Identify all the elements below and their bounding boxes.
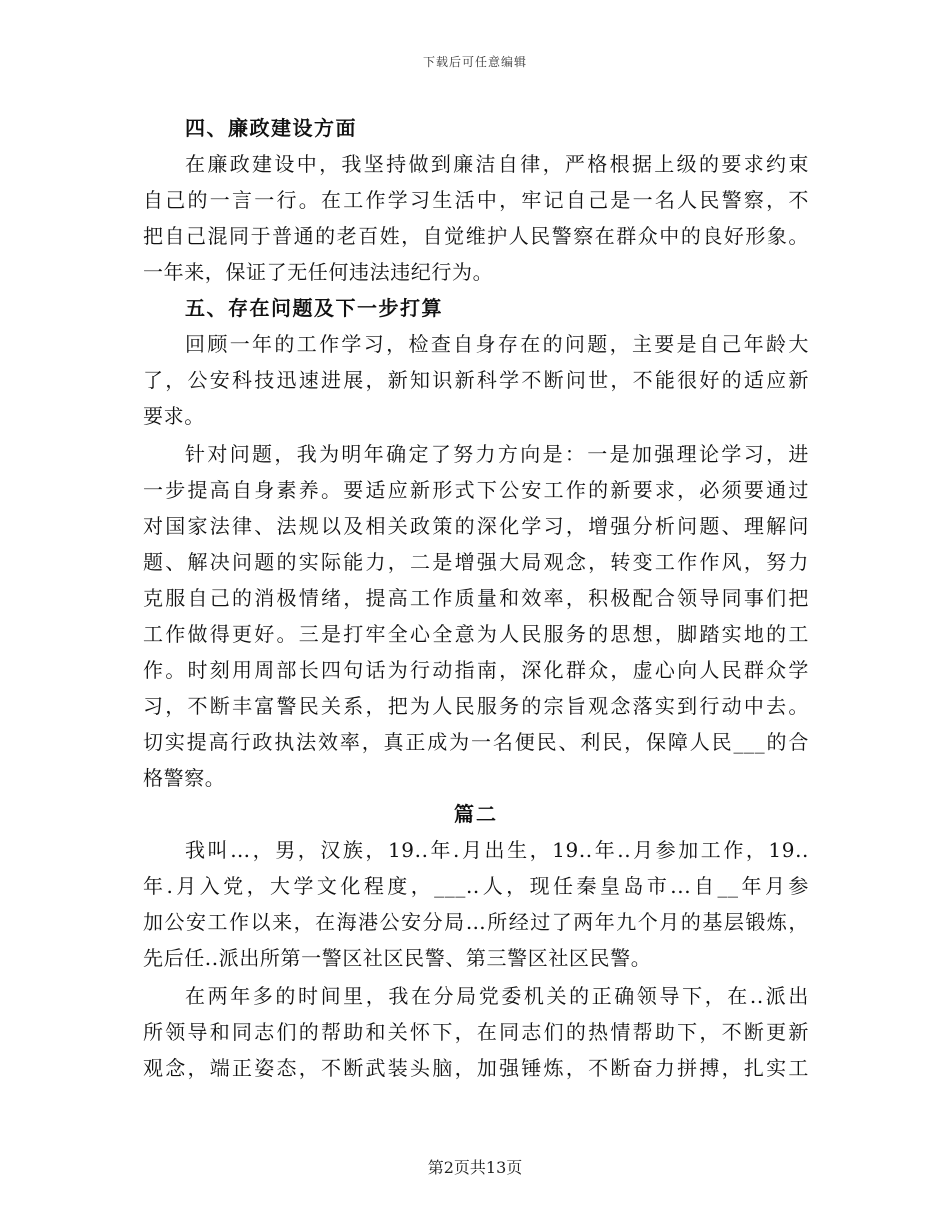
- paragraph-line: 作。时刻用周部长四句话为行动指南，深化群众，虚心向人民群众学: [143, 658, 809, 682]
- paragraph-line: 一步提高自身素养。要适应新形式下公安工作的新要求，必须要通过: [143, 478, 809, 502]
- paragraph-line: 克服自己的消极情绪，提高工作质量和效率，积极配合领导同事们把: [143, 586, 809, 610]
- paragraph-line: 把自己混同于普通的老百姓，自觉维护人民警察在群众中的良好形象。: [143, 224, 809, 248]
- paragraph-line: 对国家法律、法规以及相关政策的深化学习，增强分析问题、理解问: [143, 514, 809, 538]
- section-heading: 四、廉政建设方面: [185, 116, 357, 140]
- paragraph-line: 我叫…，男，汉族，19..年.月出生，19..年..月参加工作，19..: [185, 838, 809, 862]
- paragraph-line: 了，公安科技迅速进展，新知识新科学不断问世，不能很好的适应新: [143, 368, 809, 392]
- paragraph-line: 针对问题，我为明年确定了努力方向是：一是加强理论学习，进: [185, 442, 809, 466]
- paragraph-line: 在廉政建设中，我坚持做到廉洁自律，严格根据上级的要求约束: [185, 152, 809, 176]
- paragraph-line: 工作做得更好。三是打牢全心全意为人民服务的思想，脚踏实地的工: [143, 622, 809, 646]
- paragraph-line: 题、解决问题的实际能力，二是增强大局观念，转变工作作风，努力: [143, 550, 809, 574]
- paragraph-line: 在两年多的时间里，我在分局党委机关的正确领导下，在..派出: [185, 984, 809, 1008]
- paragraph-line: 自己的一言一行。在工作学习生活中，牢记自己是一名人民警察，不: [143, 188, 809, 212]
- paragraph-line: 要求。: [143, 404, 205, 428]
- section-heading: 五、存在问题及下一步打算: [185, 296, 443, 320]
- paragraph-line: 切实提高行政执法效率，真正成为一名便民、利民，保障人民___的合: [143, 730, 809, 754]
- document-body: [143, 110, 809, 1086]
- paragraph-line: 观念，端正姿态，不断武装头脑，加强锤炼，不断奋力拼搏，扎实工: [143, 1056, 809, 1080]
- paragraph-line: 回顾一年的工作学习，检查自身存在的问题，主要是自己年龄大: [185, 332, 809, 356]
- paragraph-line: 所领导和同志们的帮助和关怀下，在同志们的热情帮助下，不断更新: [143, 1020, 809, 1044]
- part-title: 篇二: [454, 802, 498, 826]
- paragraph-line: 加公安工作以来，在海港公安分局…所经过了两年九个月的基层锻炼，: [143, 910, 809, 934]
- paragraph-line: 格警察。: [143, 766, 226, 790]
- paragraph-line: 习，不断丰富警民关系，把为人民服务的宗旨观念落实到行动中去。: [143, 694, 809, 718]
- header-note: 下载后可任意编辑: [422, 55, 527, 69]
- paragraph-line: 先后任..派出所第一警区社区民警、第三警区社区民警。: [143, 946, 652, 970]
- paragraph-line: 年.月入党，大学文化程度，___..人，现任秦皇岛市...自__年月参: [143, 874, 809, 898]
- page-footer: 第2页共13页: [427, 1158, 523, 1177]
- paragraph-line: 一年来，保证了无任何违法违纪行为。: [143, 260, 494, 284]
